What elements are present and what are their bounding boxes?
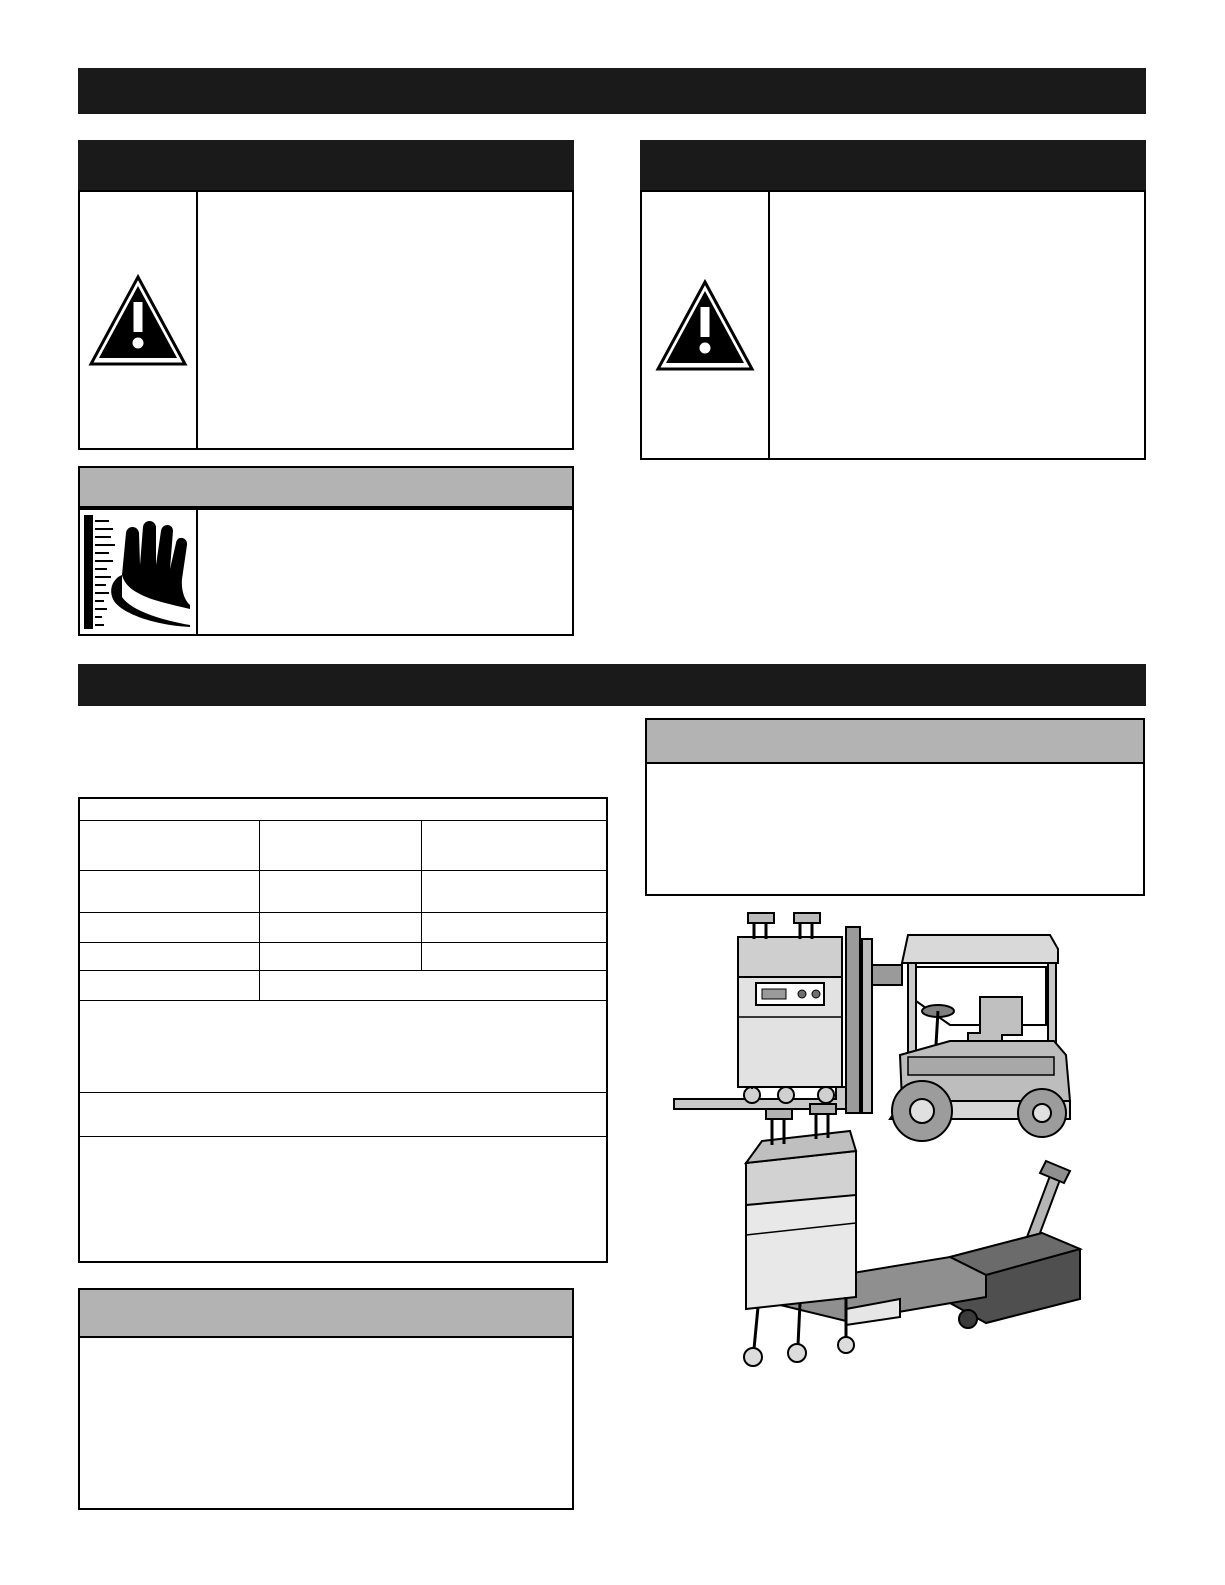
warning-left-title xyxy=(78,140,574,154)
note-bottom-header xyxy=(78,1288,574,1336)
warning-right-icon-cell xyxy=(642,192,770,458)
table-cell xyxy=(260,913,422,942)
warning-triangle-icon xyxy=(88,273,188,368)
table-cell xyxy=(260,971,606,1000)
caution-pinch-icon-cell xyxy=(80,510,198,634)
note-bottom-body xyxy=(78,1336,574,1510)
table-cell xyxy=(260,871,422,912)
warning-panel-left xyxy=(78,140,574,450)
warning-panel-right xyxy=(640,140,1146,460)
forklift-and-pallet-jack-illustration xyxy=(650,905,1150,1445)
top-section-band xyxy=(78,68,1146,114)
table-row xyxy=(80,971,606,1001)
table-cell xyxy=(80,1001,606,1092)
table-cell xyxy=(80,913,260,942)
table-cell xyxy=(422,913,606,942)
table-cell xyxy=(80,971,260,1000)
table-cell xyxy=(260,943,422,970)
notice-box-right xyxy=(645,718,1145,896)
top-section-title xyxy=(78,68,1146,82)
table-row xyxy=(80,1001,606,1093)
table-row xyxy=(80,943,606,971)
table-cell xyxy=(80,943,260,970)
mid-section-band xyxy=(78,664,1146,706)
warning-left-text xyxy=(198,192,572,448)
note-box-bottom xyxy=(78,1288,574,1510)
warning-left-body xyxy=(78,190,574,450)
notice-right-header xyxy=(645,718,1145,762)
warning-right-text xyxy=(770,192,1144,458)
warning-right-title xyxy=(640,140,1146,154)
table-cell xyxy=(422,871,606,912)
table-cell xyxy=(80,799,606,820)
table-row xyxy=(80,871,606,913)
table-cell xyxy=(80,871,260,912)
table-row xyxy=(80,799,606,821)
warning-triangle-icon xyxy=(655,278,755,373)
warning-left-header xyxy=(78,140,574,190)
table-row xyxy=(80,821,606,871)
warning-right-body xyxy=(640,190,1146,460)
table-cell xyxy=(80,1137,606,1261)
warning-left-icon-cell xyxy=(80,192,198,448)
caution-panel-pinch xyxy=(78,466,574,654)
caution-pinch-header xyxy=(78,466,574,508)
notice-right-body xyxy=(645,762,1145,896)
caution-pinch-text xyxy=(198,510,572,634)
table-row xyxy=(80,1093,606,1137)
mid-section-title xyxy=(78,664,1146,678)
table-cell xyxy=(422,943,606,970)
pinch-hand-icon xyxy=(82,513,194,631)
warning-right-header xyxy=(640,140,1146,190)
table-cell xyxy=(260,821,422,870)
table-row xyxy=(80,1137,606,1261)
caution-pinch-body xyxy=(78,508,574,636)
caution-pinch-title xyxy=(80,468,572,482)
table-cell xyxy=(80,821,260,870)
table-row xyxy=(80,913,606,943)
table-cell xyxy=(422,821,606,870)
specification-table xyxy=(78,797,608,1263)
table-cell xyxy=(80,1093,606,1136)
